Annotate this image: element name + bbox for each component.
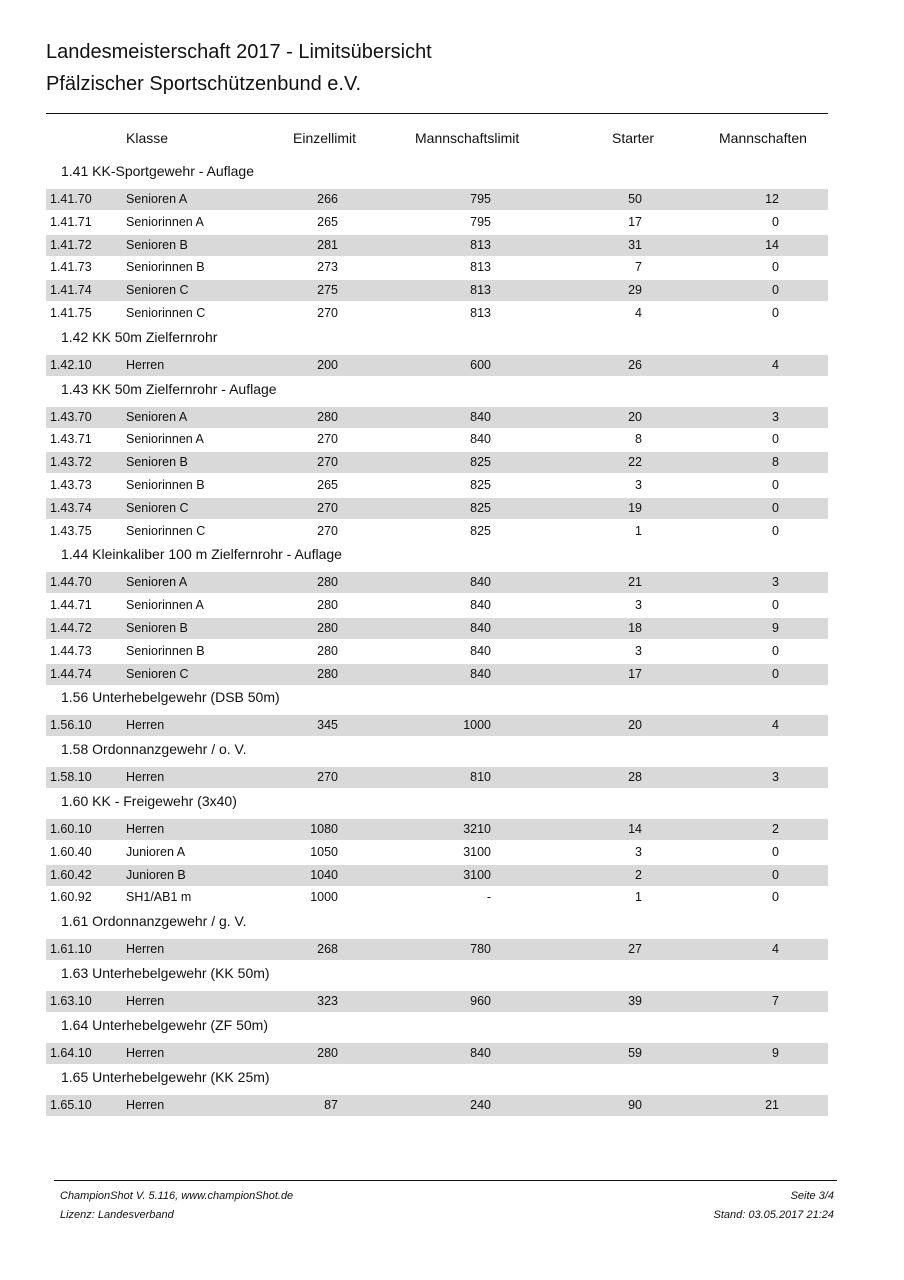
cell-mannschaftslimit: 840: [470, 598, 491, 613]
cell-einzellimit: 266: [317, 192, 338, 206]
cell-mannschaftslimit: 825: [470, 455, 491, 470]
cell-klasse: Senioren A: [126, 575, 188, 590]
cell-einzellimit: 1000: [310, 890, 338, 905]
section-heading: 1.42 KK 50m Zielfernrohr: [61, 328, 218, 345]
table-row: [46, 618, 828, 639]
cell-starter: 17: [628, 666, 642, 681]
cell-code: 1.44.72: [50, 621, 92, 635]
cell-mannschaften: 3: [772, 409, 779, 424]
cell-mannschaftslimit: 1000: [463, 718, 491, 733]
table-row: [46, 1095, 828, 1116]
cell-klasse: Herren: [126, 822, 165, 836]
cell-mannschaftslimit: 3210: [463, 822, 491, 836]
table-row: [46, 572, 828, 593]
cell-starter: 4: [635, 306, 642, 320]
cell-klasse: Senioren B: [126, 237, 188, 252]
table-row: [46, 257, 828, 278]
cell-mannschaftslimit: 795: [470, 214, 491, 229]
cell-klasse: Herren: [126, 718, 165, 733]
cell-code: 1.65.10: [50, 1097, 92, 1112]
cell-mannschaften: 0: [772, 523, 779, 538]
cell-einzellimit: 280: [317, 666, 338, 681]
cell-mannschaften: 21: [765, 1097, 779, 1112]
cell-einzellimit: 265: [317, 214, 338, 229]
cell-code: 1.43.72: [50, 455, 92, 470]
cell-code: 1.43.71: [50, 432, 92, 447]
table-row: [46, 280, 828, 301]
cell-einzellimit: 1050: [310, 844, 338, 859]
cell-einzellimit: 281: [317, 237, 338, 252]
cell-code: 1.41.75: [50, 306, 92, 320]
cell-einzellimit: 268: [317, 942, 338, 957]
cell-code: 1.43.74: [50, 500, 92, 515]
limits-table: [46, 0, 828, 1200]
section-heading: 1.44 Kleinkaliber 100 m Zielfernrohr - Auflage: [61, 546, 342, 563]
cell-mannschaften: 0: [772, 643, 779, 658]
cell-einzellimit: 87: [324, 1097, 338, 1112]
cell-starter: 7: [635, 260, 642, 275]
cell-mannschaftslimit: 840: [470, 432, 491, 447]
cell-einzellimit: 323: [317, 994, 338, 1008]
cell-klasse: Herren: [126, 770, 165, 785]
section-heading: 1.65 Unterhebelgewehr (KK 25m): [61, 1068, 270, 1085]
cell-klasse: Senioren A: [126, 409, 188, 424]
table-row: [46, 939, 828, 960]
table-row: [46, 212, 828, 233]
cell-mannschaften: 0: [772, 260, 779, 275]
cell-code: 1.44.71: [50, 598, 92, 613]
cell-code: 1.44.70: [50, 575, 92, 590]
cell-code: 1.41.70: [50, 192, 92, 206]
section-heading: 1.41 KK-Sportgewehr - Auflage: [61, 163, 255, 179]
cell-code: 1.63.10: [50, 994, 92, 1008]
cell-starter: 2: [635, 867, 642, 882]
cell-mannschaften: 0: [772, 867, 779, 882]
cell-klasse: Senioren B: [126, 455, 188, 470]
cell-klasse: SH1/AB1 m: [126, 890, 192, 905]
table-row: [46, 475, 828, 496]
cell-mannschaftslimit: 813: [470, 237, 491, 252]
cell-mannschaften: 0: [772, 478, 779, 492]
table-row: [46, 865, 828, 886]
cell-code: 1.44.73: [50, 643, 92, 658]
section-heading: 1.61 Ordonnanzgewehr / g. V.: [61, 913, 247, 930]
table-row: [46, 429, 828, 450]
cell-code: 1.60.42: [50, 867, 92, 882]
section-heading: 1.60 KK - Freigewehr (3x40): [61, 793, 237, 809]
table-row: [46, 767, 828, 788]
table-row: [46, 991, 828, 1012]
cell-klasse: Herren: [126, 994, 165, 1008]
cell-einzellimit: 345: [317, 718, 338, 733]
cell-starter: 19: [628, 500, 642, 515]
cell-mannschaften: 0: [772, 666, 779, 681]
cell-code: 1.61.10: [50, 942, 92, 957]
cell-mannschaften: 4: [772, 942, 779, 957]
table-row: [46, 819, 828, 840]
column-header-mannschaftslimit: Mannschaftslimit: [415, 130, 520, 146]
cell-mannschaften: 0: [772, 306, 779, 320]
cell-mannschaften: 8: [772, 455, 779, 470]
cell-code: 1.60.92: [50, 890, 92, 905]
table-row: [46, 407, 828, 428]
cell-starter: 8: [635, 432, 642, 447]
footer-software: ChampionShot V. 5.116, www.championShot.de: [60, 1190, 294, 1202]
cell-einzellimit: 1080: [310, 822, 338, 836]
cell-mannschaften: 0: [772, 890, 779, 905]
cell-mannschaften: 3: [772, 575, 779, 590]
cell-mannschaften: 3: [772, 770, 779, 785]
footer-divider: [54, 1180, 837, 1181]
cell-starter: 21: [628, 575, 642, 590]
cell-einzellimit: 270: [317, 432, 338, 447]
cell-einzellimit: 200: [317, 357, 338, 372]
table-row: [46, 355, 828, 376]
table-row: [46, 715, 828, 736]
cell-klasse: Seniorinnen B: [126, 260, 205, 275]
section-heading: 1.63 Unterhebelgewehr (KK 50m): [61, 965, 270, 981]
cell-mannschaften: 2: [772, 822, 779, 836]
cell-einzellimit: 275: [317, 283, 338, 298]
cell-code: 1.43.73: [50, 478, 92, 492]
cell-einzellimit: 270: [317, 455, 338, 470]
table-row: [46, 235, 828, 256]
cell-starter: 90: [628, 1097, 642, 1112]
cell-mannschaftslimit: 960: [470, 994, 491, 1008]
cell-code: 1.41.73: [50, 260, 92, 275]
cell-mannschaftslimit: 840: [470, 643, 491, 658]
cell-mannschaftslimit: 795: [470, 192, 491, 206]
cell-mannschaften: 7: [772, 994, 779, 1008]
section-heading: 1.58 Ordonnanzgewehr / o. V.: [61, 741, 247, 758]
footer-date: Stand: 03.05.2017 21:24: [713, 1209, 834, 1221]
cell-code: 1.41.72: [50, 237, 92, 252]
cell-klasse: Herren: [126, 1045, 165, 1060]
cell-starter: 3: [635, 598, 642, 613]
table-row: [46, 498, 828, 519]
cell-klasse: Senioren B: [126, 621, 188, 635]
cell-code: 1.43.75: [50, 523, 92, 538]
cell-mannschaftslimit: 3100: [463, 844, 491, 859]
cell-mannschaftslimit: 600: [470, 357, 491, 372]
cell-mannschaftslimit: 825: [470, 478, 491, 492]
table-row: [46, 842, 828, 863]
cell-starter: 14: [628, 822, 642, 836]
cell-klasse: Seniorinnen C: [126, 523, 206, 538]
table-row: [46, 664, 828, 685]
cell-mannschaften: 0: [772, 844, 779, 859]
cell-mannschaftslimit: 840: [470, 575, 491, 590]
cell-mannschaftslimit: 813: [470, 283, 491, 298]
table-row: [46, 641, 828, 662]
cell-klasse: Seniorinnen B: [126, 478, 205, 492]
cell-mannschaftslimit: 840: [470, 1045, 491, 1060]
cell-einzellimit: 280: [317, 621, 338, 635]
cell-code: 1.44.74: [50, 666, 92, 681]
cell-mannschaftslimit: 810: [470, 770, 491, 785]
cell-starter: 59: [628, 1045, 642, 1060]
table-row: [46, 521, 828, 542]
cell-code: 1.58.10: [50, 770, 92, 785]
cell-klasse: Seniorinnen A: [126, 432, 204, 447]
page-title: Landesmeisterschaft 2017 - Limitsübersicht: [46, 41, 432, 63]
cell-code: 1.60.10: [50, 822, 92, 836]
cell-mannschaftslimit: 825: [470, 500, 491, 515]
cell-starter: 50: [628, 192, 642, 206]
cell-starter: 31: [628, 237, 642, 252]
cell-einzellimit: 270: [317, 306, 338, 320]
cell-einzellimit: 280: [317, 1045, 338, 1060]
cell-klasse: Senioren C: [126, 666, 189, 681]
cell-mannschaften: 4: [772, 718, 779, 733]
cell-starter: 18: [628, 621, 642, 635]
cell-einzellimit: 280: [317, 643, 338, 658]
cell-mannschaftslimit: -: [486, 890, 491, 905]
cell-einzellimit: 273: [317, 260, 338, 275]
column-header-starter: Starter: [612, 130, 655, 146]
cell-klasse: Senioren C: [126, 500, 189, 515]
section-heading: 1.56 Unterhebelgewehr (DSB 50m): [61, 689, 280, 706]
cell-klasse: Junioren A: [126, 844, 186, 859]
cell-mannschaften: 12: [765, 192, 779, 206]
cell-starter: 3: [635, 844, 642, 859]
cell-starter: 3: [635, 643, 642, 658]
cell-klasse: Seniorinnen C: [126, 306, 206, 320]
cell-klasse: Seniorinnen B: [126, 643, 205, 658]
cell-code: 1.41.74: [50, 283, 92, 298]
cell-mannschaftslimit: 840: [470, 409, 491, 424]
cell-starter: 3: [635, 478, 642, 492]
cell-klasse: Junioren B: [126, 867, 186, 882]
cell-starter: 26: [628, 357, 642, 372]
cell-mannschaftslimit: 840: [470, 666, 491, 681]
cell-klasse: Seniorinnen A: [126, 598, 204, 613]
cell-mannschaften: 14: [765, 237, 779, 252]
cell-mannschaften: 0: [772, 500, 779, 515]
column-header-einzellimit: Einzellimit: [293, 130, 357, 146]
footer-page-number: Seite 3/4: [790, 1190, 834, 1202]
cell-starter: 17: [628, 214, 642, 229]
cell-starter: 1: [635, 890, 642, 905]
section-heading: 1.43 KK 50m Zielfernrohr - Auflage: [61, 380, 277, 397]
cell-einzellimit: 270: [317, 523, 338, 538]
cell-klasse: Herren: [126, 357, 165, 372]
cell-starter: 1: [635, 523, 642, 538]
cell-code: 1.64.10: [50, 1045, 92, 1060]
cell-mannschaften: 0: [772, 214, 779, 229]
cell-einzellimit: 270: [317, 500, 338, 515]
cell-einzellimit: 1040: [310, 867, 338, 882]
cell-klasse: Senioren A: [126, 192, 188, 206]
page-subtitle: Pfälzischer Sportschützenbund e.V.: [46, 73, 362, 95]
cell-code: 1.41.71: [50, 214, 92, 229]
cell-starter: 27: [628, 942, 642, 957]
table-row: [46, 303, 828, 324]
cell-klasse: Herren: [126, 1097, 165, 1112]
cell-mannschaftslimit: 780: [470, 942, 491, 957]
cell-starter: 29: [628, 283, 642, 298]
cell-code: 1.43.70: [50, 409, 92, 424]
cell-mannschaften: 0: [772, 598, 779, 613]
cell-mannschaften: 9: [772, 621, 779, 635]
cell-einzellimit: 265: [317, 478, 338, 492]
cell-klasse: Senioren C: [126, 283, 189, 298]
cell-mannschaftslimit: 813: [470, 260, 491, 275]
cell-mannschaftslimit: 240: [470, 1097, 491, 1112]
cell-mannschaftslimit: 3100: [463, 867, 491, 882]
footer-license: Lizenz: Landesverband: [60, 1209, 174, 1221]
cell-mannschaften: 0: [772, 283, 779, 298]
cell-mannschaften: 9: [772, 1045, 779, 1060]
cell-starter: 20: [628, 409, 642, 424]
cell-code: 1.56.10: [50, 718, 92, 733]
cell-mannschaften: 0: [772, 432, 779, 447]
cell-einzellimit: 280: [317, 575, 338, 590]
cell-mannschaftslimit: 825: [470, 523, 491, 538]
table-row: [46, 452, 828, 473]
table-row: [46, 1043, 828, 1064]
cell-einzellimit: 280: [317, 598, 338, 613]
cell-klasse: Seniorinnen A: [126, 214, 204, 229]
table-row: [46, 189, 828, 210]
cell-starter: 28: [628, 770, 642, 785]
table-row: [46, 595, 828, 616]
cell-mannschaftslimit: 813: [470, 306, 491, 320]
cell-code: 1.60.40: [50, 844, 92, 859]
table-row: [46, 887, 828, 908]
cell-starter: 20: [628, 718, 642, 733]
cell-mannschaftslimit: 840: [470, 621, 491, 635]
cell-starter: 22: [628, 455, 642, 470]
cell-einzellimit: 270: [317, 770, 338, 785]
cell-klasse: Herren: [126, 942, 165, 957]
column-header-klasse: Klasse: [126, 130, 169, 146]
section-heading: 1.64 Unterhebelgewehr (ZF 50m): [61, 1016, 268, 1033]
cell-code: 1.42.10: [50, 357, 92, 372]
cell-mannschaften: 4: [772, 357, 779, 372]
cell-einzellimit: 280: [317, 409, 338, 424]
column-header-mannschaften: Mannschaften: [719, 130, 807, 146]
cell-starter: 39: [628, 994, 642, 1008]
